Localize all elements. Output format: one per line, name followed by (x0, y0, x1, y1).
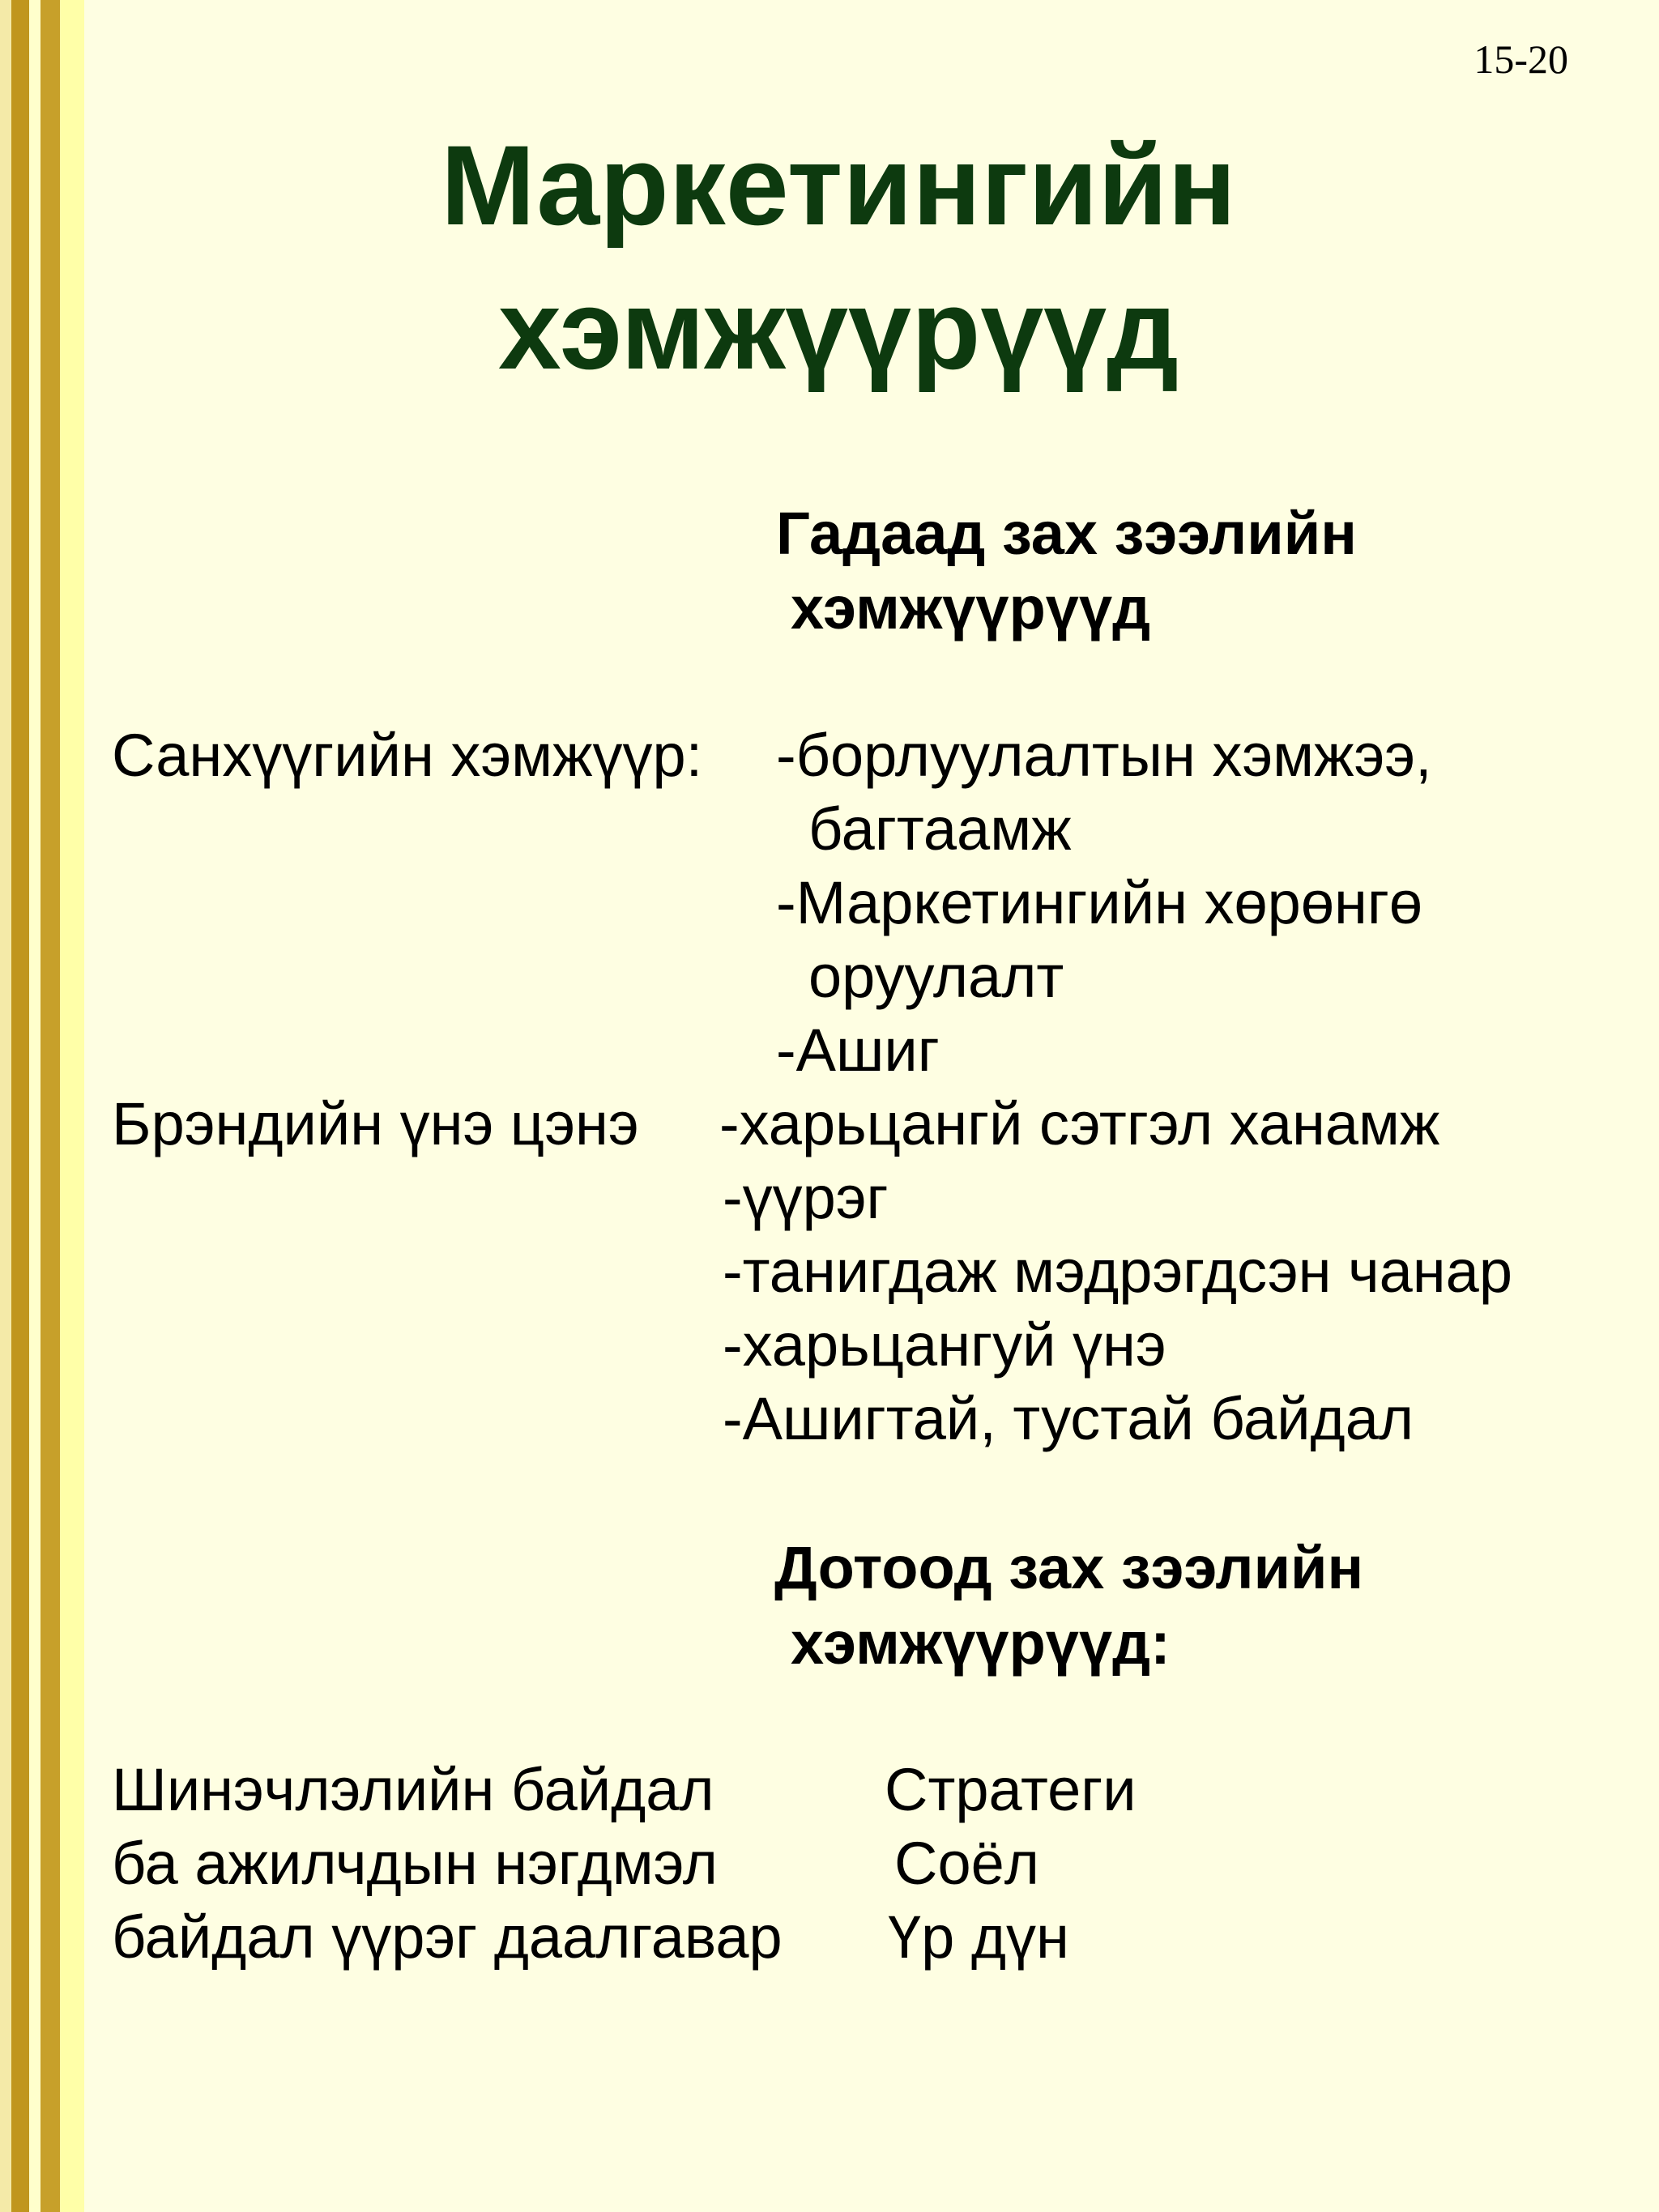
brand-value-item: -үүрэг (723, 1164, 889, 1231)
internal-measure-right: Соёл (894, 1830, 1039, 1897)
internal-heading-line-1: Дотоод зах зээлийн (774, 1534, 1364, 1601)
page-number: 15-20 (1473, 36, 1568, 82)
financial-item: -Маркетингийн хөрөнгө (776, 869, 1422, 936)
financial-item: оруулалт (808, 943, 1064, 1010)
external-heading-line-2: хэмжүүрүүд (791, 574, 1151, 641)
title-line-2: хэмжүүрүүд (497, 266, 1179, 393)
internal-measure-right: Үр дүн (888, 1903, 1069, 1971)
financial-item: -Ашиг (776, 1016, 940, 1084)
stripe-cream (29, 0, 41, 2212)
brand-value-item: -харьцангй сэтгэл ханамж (719, 1090, 1440, 1157)
stripe-gold-outer (11, 0, 29, 2212)
financial-item: -борлуулалтын хэмжээ, (776, 722, 1432, 789)
title-line-1: Маркетингийн (441, 121, 1236, 249)
financial-item: багтаамж (808, 795, 1072, 863)
internal-measure-left: Шинэчлэлийн байдал (112, 1756, 714, 1823)
stripe-dark-gold (0, 0, 11, 2212)
brand-value-item: -Ашигтай, тустай байдал (723, 1385, 1414, 1452)
financial-measures-label: Санхүүгийн хэмжүүр: (112, 722, 703, 789)
page-title (81, 113, 1596, 402)
brand-value-item: -харьцангуй үнэ (723, 1311, 1166, 1379)
internal-heading-line-2: хэмжүүрүүд: (791, 1609, 1171, 1677)
stripe-gold-inner (41, 0, 60, 2212)
internal-measure-right: Стратеги (885, 1756, 1137, 1823)
brand-value-item: -танигдаж мэдрэгдсэн чанар (723, 1238, 1512, 1305)
brand-value-label: Брэндийн үнэ цэнэ (112, 1090, 639, 1157)
internal-measure-left: байдал үүрэг даалгавар (112, 1903, 783, 1971)
external-heading-line-1: Гадаад зах зээлийн (776, 500, 1357, 567)
internal-measure-left: ба ажилчдын нэгдмэл (112, 1830, 718, 1897)
